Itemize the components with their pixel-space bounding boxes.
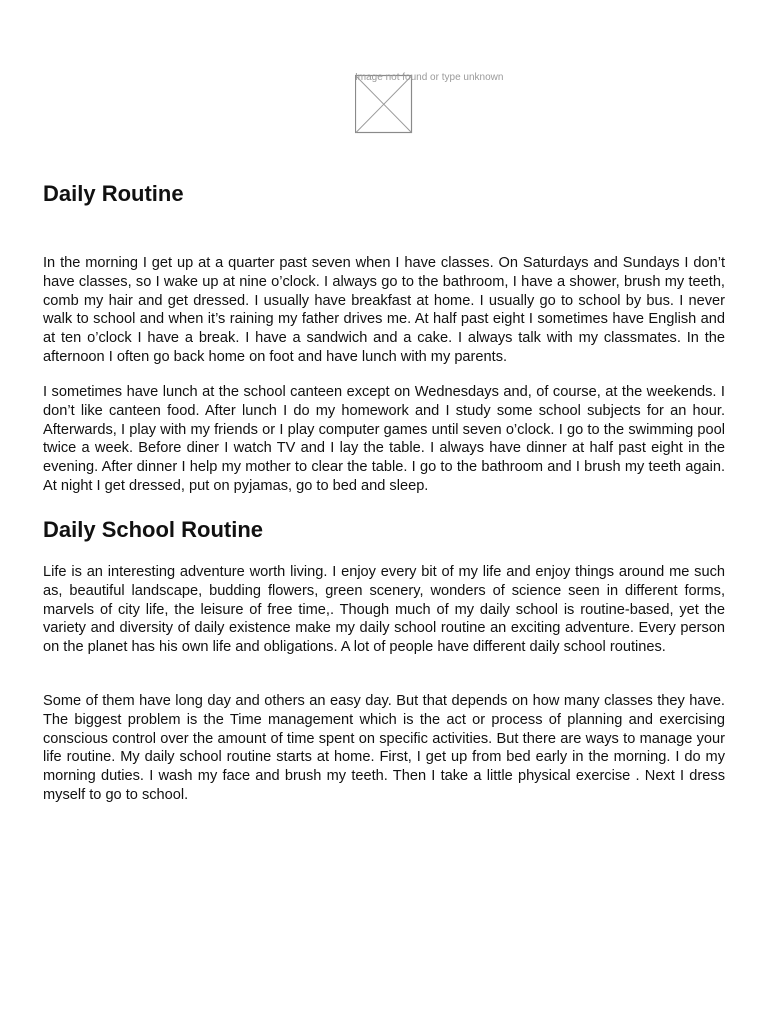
heading-daily-school-routine: Daily School Routine [43,517,264,542]
paragraph: In the morning I get up at a quarter past seven when I have classes. On Saturdays and Sundays I don’t have classes, so I wake up at nine o’clock. I always go to the bathroom, I have a shower, brush my teeth, comb my hair and get dressed. I usually have breakfast at home. I usually go to school by bus. I never walk to school and when it’s raining my father drives me. At half past eight I sometimes have English and at ten o’clock I have a break. I have a sandwich and a cake. I always talk with my classmates. In the afternoon I often go back home on foot and have lunch with my parents. [43,255,725,365]
image-alt-text: Image not found or type unknown [355,72,504,83]
paragraph: Life is an interesting adventure worth living. I enjoy every bit of my life and enjoy things around me such as, beautiful landscape, budding flowers, green scenery, wonders of science seen in different forms, marvels of city life, the leisure of free time,. Though much of my daily school is routine-based, yet the variety and diversity of daily existence make my daily school routine an exciting adventure. Every person on the planet has his own life and obligations. A lot of people have different daily school routines. [43,564,725,656]
broken-image-placeholder [355,72,504,134]
paragraph: I sometimes have lunch at the school canteen except on Wednesdays and, of course, at the weekends. I don’t like canteen food. After lunch I do my homework and I study some school subjects for an hour. Afterwards, I play with my friends or I play computer games until seven o’clock. I go to the swimming pool twice a week. Before diner I watch TV and I lay the table. I always have dinner at half past eight in the evening. After dinner I help my mother to clear the table. I go to the bathroom and I brush my teeth again. At night I get dressed, put on pyjamas, go to bed and sleep. [43,384,725,494]
paragraph: Some of them have long day and others an easy day. But that depends on how many classes they have. The biggest problem is the Time management which is the act or process of planning and exercising conscious control over the amount of time spent on specific activities. But there are ways to manage your life routine. My daily school routine starts at home. First, I get up from bed early in the morning. I do my morning duties. I wash my face and brush my teeth. Then I take a little physical exercise . Next I dress myself to go to school. [43,693,725,803]
heading-daily-routine: Daily Routine [43,181,184,206]
